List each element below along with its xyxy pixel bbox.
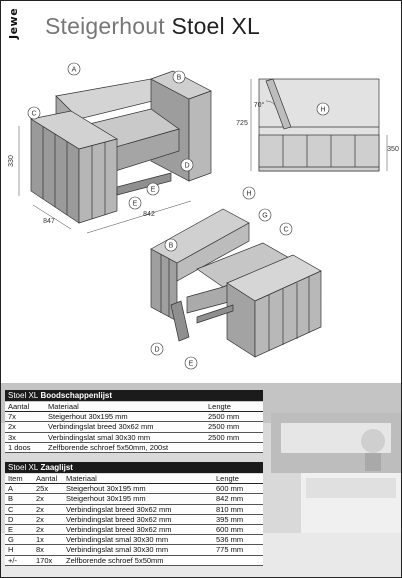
table-row [5, 484, 263, 494]
column-header: Item [5, 474, 33, 484]
callout-label: B [168, 242, 174, 250]
table-row [5, 412, 263, 422]
item-cell: A [5, 484, 33, 494]
sawing-list [5, 474, 263, 566]
callout-label: A [71, 66, 77, 74]
item-cell: D [5, 514, 33, 524]
dim-width: 842 [143, 211, 155, 218]
material-cell: Verbindingslat smal 30x30 mm [63, 545, 213, 555]
shopping-list-title [5, 390, 263, 401]
quantity-cell: 2x [33, 494, 63, 504]
quantity-cell: 7x [5, 412, 45, 422]
shopping-table [5, 402, 263, 453]
material-cell: Verbindingslat smal 30x30 mm [45, 432, 205, 442]
sawing-title-prefix: Stoel XL [8, 463, 39, 472]
quantity-cell: 25x [33, 484, 63, 494]
length-cell [205, 442, 263, 452]
drawings-svg [1, 1, 401, 383]
column-header: Lengte [213, 474, 263, 484]
length-cell: 536 mm [213, 535, 263, 545]
material-cell: Steigerhout 30x195 mm [63, 494, 213, 504]
column-header: Lengte [205, 402, 263, 412]
callout-label: H [246, 190, 252, 198]
table-row [5, 514, 263, 524]
callout-label: E [132, 200, 138, 208]
table-row [5, 555, 263, 565]
dim-depth: 847 [43, 218, 55, 225]
quantity-cell: 2x [33, 504, 63, 514]
table-row [5, 545, 263, 555]
table-row [5, 524, 263, 534]
material-cell: Steigerhout 30x195 mm [45, 412, 205, 422]
sawing-list-title [5, 462, 263, 473]
length-cell [213, 555, 263, 565]
quantity-cell: 2x [33, 524, 63, 534]
side-view-drawing [251, 79, 387, 171]
callout-label: B [176, 74, 182, 82]
item-cell: C [5, 504, 33, 514]
length-cell: 775 mm [213, 545, 263, 555]
material-cell: Verbindingslat breed 30x62 mm [63, 504, 213, 514]
exploded-view-drawing [151, 187, 321, 369]
angle-label: 70° [253, 102, 265, 109]
callout-label: D [154, 346, 160, 354]
column-header: Aantal [5, 402, 45, 412]
length-cell: 2500 mm [205, 412, 263, 422]
length-cell: 810 mm [213, 504, 263, 514]
column-header: Materiaal [63, 474, 213, 484]
table-row [5, 504, 263, 514]
shopping-list [5, 402, 263, 453]
quantity-cell: 8x [33, 545, 63, 555]
quantity-cell: 3x [5, 432, 45, 442]
table-row [5, 535, 263, 545]
quantity-cell: 1 doos [5, 442, 45, 452]
material-cell: Verbindingslat breed 30x62 mm [63, 514, 213, 524]
dim-height: 330 [8, 155, 15, 167]
material-cell: Verbindingslat breed 30x62 mm [45, 422, 205, 432]
table-row [5, 494, 263, 504]
overview-chair-drawing [19, 63, 211, 233]
quantity-cell: 170x [33, 555, 63, 565]
title-light: Steigerhout [45, 13, 165, 39]
length-cell: 2500 mm [205, 422, 263, 432]
quantity-cell: 2x [33, 514, 63, 524]
length-cell: 600 mm [213, 524, 263, 534]
callout-label: E [188, 360, 194, 368]
material-cell: Steigerhout 30x195 mm [63, 484, 213, 494]
quantity-cell: 1x [33, 535, 63, 545]
callout-label: D [184, 162, 190, 170]
table-row [5, 422, 263, 432]
sawing-table [5, 474, 263, 566]
quantity-cell: 2x [5, 422, 45, 432]
length-cell: 2500 mm [205, 432, 263, 442]
callout-label: C [31, 110, 37, 118]
item-cell: E [5, 524, 33, 534]
length-cell: 842 mm [213, 494, 263, 504]
item-cell: G [5, 535, 33, 545]
material-cell: Zelfborende schroef 5x50mm, 200st [45, 442, 205, 452]
callout-label: G [262, 212, 268, 220]
sawing-title-suffix: Zaaglijst [40, 463, 73, 472]
material-cell: Verbindingslat breed 30x62 mm [63, 524, 213, 534]
length-cell: 600 mm [213, 484, 263, 494]
material-cell: Zelfborende schroef 5x50mm [63, 555, 213, 565]
item-cell: H [5, 545, 33, 555]
table-row [5, 432, 263, 442]
item-cell: +/- [5, 555, 33, 565]
length-cell: 395 mm [213, 514, 263, 524]
callout-label: C [283, 226, 289, 234]
callout-label: H [320, 106, 326, 114]
callout-label: E [150, 186, 156, 194]
table-row [5, 442, 263, 452]
shopping-title-suffix: Boodschappenlijst [40, 391, 113, 400]
dim-height-350: 350 [387, 146, 399, 153]
table-header-row [5, 474, 263, 484]
brand-logo-text: Jewe [7, 7, 20, 39]
material-cell: Verbindingslat smal 30x30 mm [63, 535, 213, 545]
title-bold: Stoel XL [171, 13, 260, 39]
shopping-title-prefix: Stoel XL [8, 391, 39, 400]
column-header: Aantal [33, 474, 63, 484]
table-header-row [5, 402, 263, 412]
column-header: Materiaal [45, 402, 205, 412]
item-cell: B [5, 494, 33, 504]
dim-height-725: 725 [236, 120, 248, 127]
